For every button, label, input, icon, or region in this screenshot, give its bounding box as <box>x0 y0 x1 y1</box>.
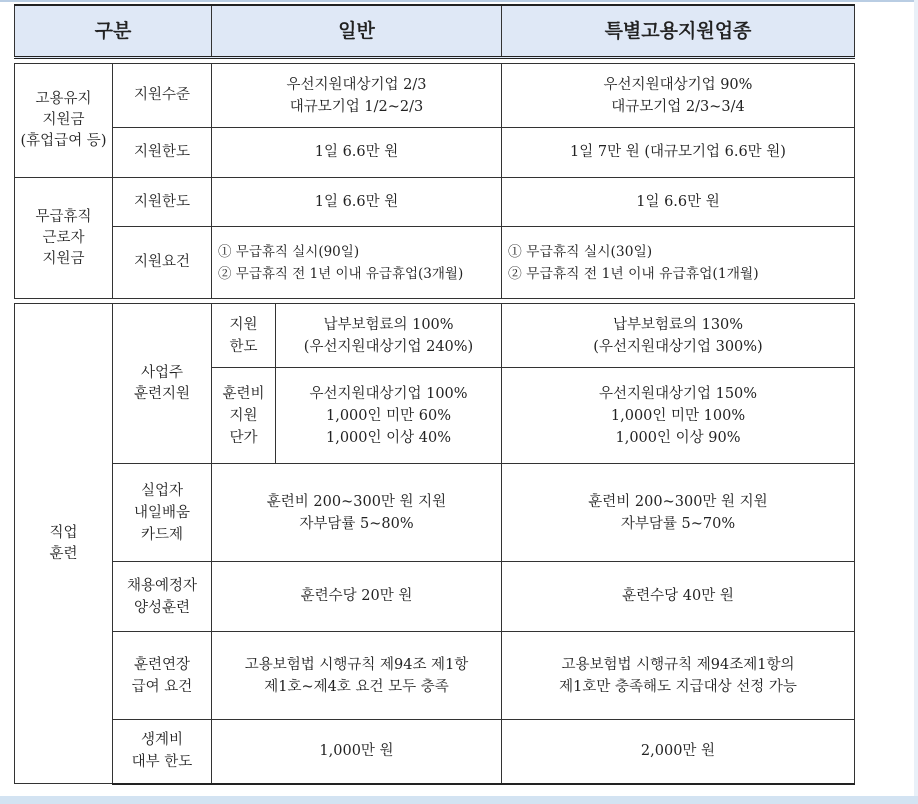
table-row <box>15 227 855 299</box>
cell-hiring-special: 훈련수당 40만 원 <box>502 562 855 632</box>
table-row <box>15 128 855 178</box>
table-row <box>15 64 855 128</box>
table-row <box>15 178 855 227</box>
cell-training-cost-special: 우선지원대상기업 150% 1,000인 미만 100% 1,000인 이상 90% <box>502 368 855 464</box>
frame-right-edge <box>914 0 918 804</box>
cell-limit-general: 1일 6.6만 원 <box>212 128 502 178</box>
row-label-living-loan: 생계비 대부 한도 <box>113 720 212 784</box>
cell-requirements-special: ① 무급휴직 실시(30일) ② 무급휴직 전 1년 이내 유급휴업(1개월) <box>502 227 855 299</box>
table-row <box>15 632 855 720</box>
cell-living-special: 2,000만 원 <box>502 720 855 784</box>
cell-employer-limit-general: 납부보험료의 100% (우선지원대상기업 240%) <box>276 304 502 368</box>
cell-card-special: 훈련비 200~300만 원 지원 자부담률 5~70% <box>502 464 855 562</box>
row-label-learning-card: 실업자 내일배움 카드제 <box>113 464 212 562</box>
table-row <box>15 304 855 368</box>
frame-top-line <box>0 0 918 2</box>
cell-extension-special: 고용보험법 시행규칙 제94조제1항의 제1호만 충족해도 지급대상 선정 가능 <box>502 632 855 720</box>
cell-employer-limit-special: 납부보험료의 130% (우선지원대상기업 300%) <box>502 304 855 368</box>
cell-hiring-general: 훈련수당 20만 원 <box>212 562 502 632</box>
cell-unpaid-limit-special: 1일 6.6만 원 <box>502 178 855 227</box>
table-row <box>15 720 855 784</box>
table-header-row <box>15 5 855 58</box>
row-label-employer-training: 사업주 훈련지원 <box>113 304 212 464</box>
group-employment-subsidy: 고용유지 지원금 (휴업급여 등) <box>15 64 113 178</box>
table-row <box>15 562 855 632</box>
header-general: 일반 <box>212 5 502 58</box>
row-label-unpaid-limit: 지원한도 <box>113 178 212 227</box>
row-label-requirements: 지원요건 <box>113 227 212 299</box>
cell-card-general: 훈련비 200~300만 원 지원 자부담률 5~80% <box>212 464 502 562</box>
group-unpaid-leave: 무급휴직 근로자 지원금 <box>15 178 113 299</box>
cell-level-special: 우선지원대상기업 90% 대규모기업 2/3~3/4 <box>502 64 855 128</box>
cell-living-general: 1,000만 원 <box>212 720 502 784</box>
cell-limit-special: 1일 7만 원 (대규모기업 6.6만 원) <box>502 128 855 178</box>
cell-extension-general: 고용보험법 시행규칙 제94조 제1항 제1호~제4호 요건 모두 충족 <box>212 632 502 720</box>
header-special-industry: 특별고용지원업종 <box>502 5 855 58</box>
row-label-support-level: 지원수준 <box>113 64 212 128</box>
sub-label-support-limit: 지원 한도 <box>212 304 276 368</box>
support-comparison-table <box>14 4 855 785</box>
sub-label-training-cost: 훈련비 지원 단가 <box>212 368 276 464</box>
row-label-support-limit: 지원한도 <box>113 128 212 178</box>
cell-training-cost-general: 우선지원대상기업 100% 1,000인 미만 60% 1,000인 이상 40% <box>276 368 502 464</box>
cell-level-general: 우선지원대상기업 2/3 대규모기업 1/2~2/3 <box>212 64 502 128</box>
cell-unpaid-limit-general: 1일 6.6만 원 <box>212 178 502 227</box>
cell-requirements-general: ① 무급휴직 실시(90일) ② 무급휴직 전 1년 이내 유급휴업(3개월) <box>212 227 502 299</box>
row-label-hiring-training: 채용예정자 양성훈련 <box>113 562 212 632</box>
group-vocational-training: 직업 훈련 <box>15 304 113 784</box>
header-category: 구분 <box>15 5 212 58</box>
row-label-extension: 훈련연장 급여 요건 <box>113 632 212 720</box>
frame-bottom-edge <box>0 796 918 804</box>
table-row <box>15 464 855 562</box>
